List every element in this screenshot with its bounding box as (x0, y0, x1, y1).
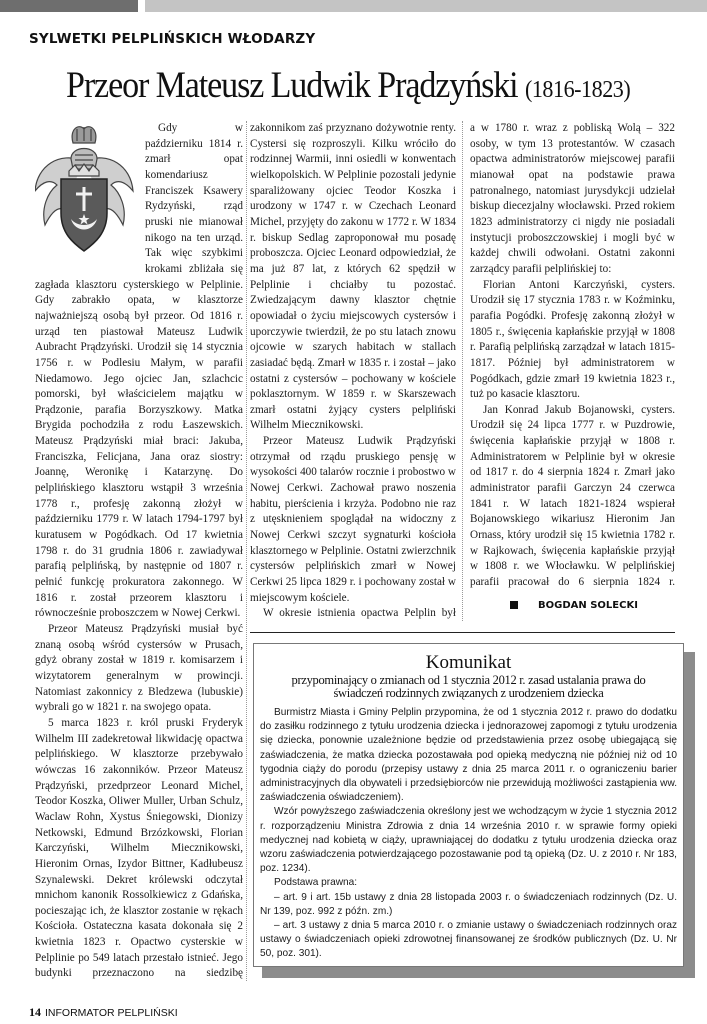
article-column-1 (35, 121, 243, 981)
notice-subtitle-line: świadczeń rodzinnych związanych z urodzeniem dziecka (333, 686, 604, 700)
section-label: SYLWETKI PELPLIŃSKICH WŁODARZY (29, 31, 316, 47)
column-divider (246, 121, 247, 981)
article-paragraph: Przeor Mateusz Prądzyński musiał być znaną osobą wśród cystersów w Prusach, gdyż obrany został w 1819 r. komisarzem i wizytatorem generalnym w prowincji. Natomiast zakonnicy z Bledzewa (lubuskie) wybrali go w 1821 r. na swojego opata. (35, 623, 243, 714)
separator-line (250, 632, 675, 633)
notice-paragraph: Burmistrz Miasta i Gminy Pelplin przypomina, że od 1 stycznia 2012 r. prawo do dodatku do zasiłku rodzinnego z tytułu urodzenia dziecka i jednorazowej zapomogi z tytułu urodzenia się dziecka, ponownie uzależnione będzie od przedstawienia przez osobę ubiegającą się zaświadczenia, że matka dziecka pozostawała pod opieką medyczną nie później niż od 10 tygodnia ciąży do porodu (przepisy ustawy z dnia 25 marca 2011 r. o ograniczeniu barier administracyjnych dla obywateli i przedsiębiorców nie przewidują możliwości zastąpienia ww. zaświadczenia oświadczeniem). (260, 707, 677, 804)
author-marker-icon (510, 601, 518, 609)
notice-subtitle (260, 674, 677, 700)
coat-of-arms-icon (35, 121, 139, 271)
article-paragraph: a w 1780 r. wraz z pobliską Wolą – 322 osoby, w tym 13 protestantów. W czasach opactwa administratorów miejscowej parafii mianował opat na podstawie prawa patronalnego, natomiast jurysdykcji udzielał biskup diecezjalny włocławski. Przed rokiem 1823 administratorzy ci nigdy nie posiadali instytucji proboszczowskiej i mogli być w każdej chwili odwołani. Ostatni zakonni zarządcy parafii pelplińskiej to: (470, 122, 675, 275)
notice-paragraph: – art. 3 ustawy z dnia 5 marca 2010 r. o zmianie ustawy o świadczeniach rodzinnych oraz ustawy o świadczeniach opieki zdrowotnej finansowanej ze środków publicznych (Dz. U. Nr 50, poz. 301). (260, 920, 677, 960)
article-author: BOGDAN SOLECKI (538, 600, 638, 611)
publication-name: INFORMATOR PELPLIŃSKI (45, 1007, 178, 1019)
notice-paragraph: – art. 9 i art. 15b ustawy z dnia 28 listopada 2003 r. o świadczeniach rodzinnych (Dz. U. Nr 139, poz. 992 z późn. zm.) (260, 891, 677, 917)
article-title-name: Przeor Mateusz Ludwik Prądzyński (66, 65, 518, 106)
article-title (66, 64, 630, 107)
article-paragraph: zakonnikom zaś przyznano dożywotnie renty. Cystersi się rozproszyli. Kilku wróciło do rodzinnej Warmii, inni osiedli w konwentach wielkopolskich. W Pelplinie pozostali jedynie sparaliżowany ojciec Teodor Koszka i urodzony w 1747 r. w Czechach Leonard Michel, przyjęty do zakonu w 1772 r. W 1834 r. biskup Sedlag zaproponował mu posadę proboszcza. Ojciec Leonard odpowiedział, że ma już 87 lat, z których 62 spędził w Pelplinie i chciałby tu pozostać. Zwiedzającym dawny klasztor chętnie opowiadał o życiu miejscowych cystersów i uporczywie twierdził, że po stu latach znowu ojcowie w szarych habitach w stallach zasiadać będą. Zmarł w 1835 r. i został – jako ostatni z cystersów – pochowany w kościele poklasztornym. W 1859 r. w Skarszewach zmarł ostatni żyjący cysters pelpliński Wilhelm Miecznikowski. (250, 122, 456, 432)
article-paragraph: Gdy w październiku 1814 r. zmarł opat komendariusz Franciszek Ksawery Rydzyński, rząd pruski nie mianował nikogo na ten urząd. Tak więc szybkimi krokami zbliżała się zagłada klasztoru cysterskiego w Pelplinie. Gdy zabrakło opata, w klasztorze najważniejszą osobą był przeor. Od 1816 r. urząd ten piastował Mateusz Ludwik Aubracht Prądzyński. Urodził się 14 stycznia 1756 r. w Podlesiu Małym, w parafii Niedamowo. Jego ojciec Jan, szlachcic pomorski, był właścicielem majątku w Prądzonie, parafia Borzyszkowy. Matka Brygida pochodziła z rodu Łaszewskich. Mateusz Prądzyński miał braci: Jakuba, Franciszka, Felicjana, Jana oraz siostry: Joannę, Weronikę i Katarzynę. Do pelplińskiego klasztoru wstąpił 3 września 1778 r., profesję zakonną złożył w październiku 1779 r. W latach 1794-1797 był kuratusem w Pogódkach. Od 17 kwietnia 1798 r. do 31 grudnia 1806 r. zawiadywał parafią pelplińską, by następnie od 1807 r. pełnić funkcję prokuratora zakonnego. W 1816 r. został przeorem klasztoru i równocześnie proboszczem w Nowej Cerkwi. (35, 122, 243, 620)
column-divider (462, 121, 463, 621)
top-bar-dark (0, 0, 138, 12)
page-footer (29, 1005, 178, 1020)
article-column-2 (250, 121, 456, 621)
notice-box (253, 643, 684, 967)
notice-title: Komunikat (425, 652, 512, 673)
article-paragraph: Florian Antoni Karczyński, cysters. Urodził się 17 stycznia 1783 r. w Koźminku, parafia Pogódki. Profesję zakonną złożył w 1805 r., święcenia kapłańskie przyjął w 1808 r. Parafią pelplińską zarządzał w latach 1815-1817. Później był administratorem w Pogódkach, gdzie zmarł 19 kwietnia 1823 r., tuż po kasacie klasztoru. (470, 278, 675, 401)
article-paragraph: 5 marca 1823 r. król pruski Fryderyk Wilhelm III zadekretował likwidację opactwa pelplińskiego. W klasztorze przebywało wówczas 16 zakonników. Przeor Mateusz Prądzyński, przedprzeor Leonard Michel, Teodor Koszka, Oliwer Muller, Urban Schulz, Waclaw Rohn, Xystus Śniegowski, Dionizy Netkowski, Edmund Brzózkowski, Florian Karczyński, Wilhelm Miecznikowski, Hieronim Ornas, Izydor Bittner, Kadłubeusz Szynalewski. Dekret królewski odczytał mnichom kanonik Rossolkiewicz z Gdańska, pocieszając ich, że klasztor zostanie w rękach Kościoła. Ostateczna kasata dokonała się 2 kwietnia 1823 r. Opactwo cysterskie w Pelplinie po 549 latach przestało istnieć. Jego budynki przeznaczono na siedzibę (35, 716, 243, 980)
article-title-years: (1816-1823) (524, 77, 631, 103)
article-paragraph: Przeor Mateusz Ludwik Prądzyński otrzymał od rządu pruskiego pensję w wysokości 400 talarów rocznie i probostwo w Nowej Cerkwi. Zachował prawo noszenia habitu, pierścienia i krzyża. Podobno nie raz z utęsknieniem spoglądał na widoczny z Nowej Cerkwi szczyt sygnaturki kościoła klasztornego w Pelplinie. Ostatni zwierzchnik cystersów pelplińskich zmarł w Nowej Cerkwi 25 lipca 1829 r. i pochowany został w miejscowym kościele. (250, 435, 456, 604)
page-number: 14 (29, 1005, 41, 1019)
article-column-3 (470, 121, 675, 591)
article-paragraph: Jan Konrad Jakub Bojanowski, cysters. Urodził się 24 lipca 1777 r. w Puzdrowie, święcenia kapłańskie przyjął w 1808 r. Administratorem w Pelplinie był w okresie od 1817 r. do 4 sierpnia 1824 r. Zmarł jako administrator parafii Garczyn 24 czerwca 1841 r. W latach 1821-1824 wspierał Bojanowskiego wikariusz Hieronim Jan Ornass, który urodził się 15 kwietnia 1782 r. w Rajkowach, święcenia kapłańskie przyjął w 1808 r. we Włocławku. W pelplińskiej parafii pracował do 6 sierpnia 1824 r. (470, 403, 675, 589)
top-bar-light (145, 0, 707, 12)
notice-paragraph: Wzór powyższego zaświadczenia określony jest we wchodzącym w życie 1 stycznia 2012 r. rozporządzeniu Ministra Zdrowia z dnia 14 września 2010 r. w sprawie formy opieki medycznej nad kobietą w ciąży, uprawniającej do dodatku z tytułu urodzenia dziecka oraz wzoru zaświadczenia potwierdzającego pozostawanie pod tą opieką (Dz. U. z 2010 r. Nr 183, poz. 1234). (260, 806, 677, 875)
notice-body (260, 706, 677, 962)
article-paragraph: W okresie istnienia opactwa Pelplin był (263, 607, 456, 620)
notice-paragraph: Podstawa prawna: (274, 877, 358, 889)
notice-subtitle-line: przypominający o zmianach od 1 stycznia 2012 r. zasad ustalania prawa do (291, 673, 646, 687)
